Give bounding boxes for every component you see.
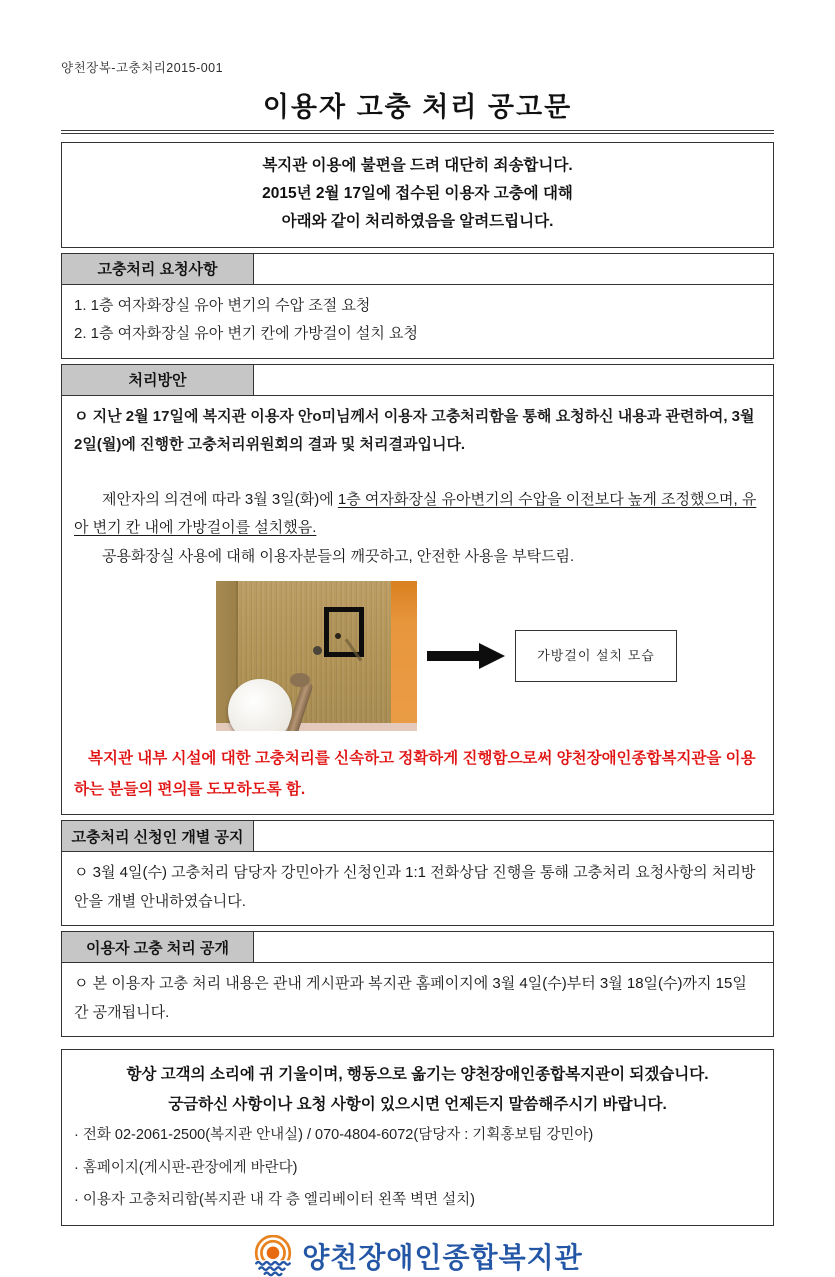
- request-item: 2. 1층 여자화장실 유아 변기 칸에 가방걸이 설치 요청: [74, 325, 418, 343]
- footer-pledge-line: 항상 고객의 소리에 귀 기울이며, 행동으로 옮기는 양천장애인종합복지관이 되겠습니다.: [126, 1066, 709, 1084]
- section-request-header: 고충처리 요청사항: [62, 254, 254, 284]
- title-divider: [61, 130, 774, 134]
- section-header-fill: [254, 932, 773, 962]
- hook-highlight-box: [324, 607, 364, 657]
- section-request-header-row: [62, 254, 773, 285]
- intro-line: 복지관 이용에 불편을 드려 대단히 죄송합니다.: [262, 157, 573, 174]
- page-title: 이용자 고충 처리 공고문: [262, 92, 573, 122]
- request-item: 1. 1층 여자화장실 유아 변기의 수압 조절 요청: [74, 296, 371, 314]
- intro-line: 2015년 2월 17일에 접수된 이용자 고충에 대해: [262, 184, 573, 202]
- toilet-paper-dispenser: [228, 679, 292, 731]
- org-logo-text: 양천장애인종합복지관: [302, 1241, 583, 1273]
- intro-box: [61, 142, 774, 248]
- spacer: [74, 460, 761, 486]
- section-disclosure-header: 이용자 고충 처리 공개: [62, 932, 254, 962]
- plan-action-underlined: 1층 여자화장실 유아변기의 수압을 이전보다 높게 조정했으며, 유아 변기 칸 내에 가방걸이를 설치했음.: [74, 490, 757, 537]
- section-header-fill: [254, 821, 773, 851]
- arrow-shaft: [427, 651, 479, 661]
- disclosure-paragraph: ㅇ 본 이용자 고충 처리 내용은 관내 게시판과 복지관 홈페이지에 3월 4일(수)부터 3월 18일(수)까지 15일간 공개됩니다.: [74, 975, 747, 1021]
- pointer-arrow-icon: [427, 643, 505, 669]
- section-header-fill: [254, 254, 773, 284]
- section-individual-notice: [61, 820, 774, 926]
- section-disclosure-header-row: [62, 932, 773, 963]
- document-reference-number: 양천장복-고충처리2015-001: [61, 61, 224, 75]
- contact-complaint-box: · 이용자 고충처리함(복지관 내 각 층 엘리베이터 왼쪽 벽면 설치): [74, 1192, 475, 1209]
- section-request: [61, 253, 774, 359]
- footer-contact-box: [61, 1049, 774, 1226]
- section-plan-body: [62, 396, 773, 815]
- section-disclosure: [61, 931, 774, 1037]
- section-individual-notice-header-row: [62, 821, 773, 852]
- plan-action-paragraph: [74, 486, 761, 543]
- section-header-fill: [254, 365, 773, 395]
- plan-action-prefix: 제안자의 의견에 따라 3월 3일(화)에: [102, 490, 338, 508]
- section-individual-notice-body: [62, 852, 773, 925]
- section-individual-notice-header: 고충처리 신청인 개별 공지: [62, 821, 254, 851]
- orange-wall: [391, 581, 417, 723]
- plan-lead-paragraph: ㅇ 지난 2월 17일에 복지관 이용자 안o미님께서 이용자 고충처리함을 통해 요청하신 내용과 관련하여, 3월 2일(월)에 진행한 고충처리위원회의 결과 및 처리결과입니다.: [74, 407, 755, 454]
- arrow-head: [479, 643, 505, 669]
- section-plan: [61, 364, 774, 816]
- figure-row: [74, 581, 761, 731]
- org-logo: [61, 1235, 774, 1277]
- section-disclosure-body: [62, 963, 773, 1036]
- contact-homepage: · 홈페이지(게시판-관장에게 바란다): [74, 1159, 298, 1176]
- individual-notice-paragraph: ㅇ 3월 4일(수) 고충처리 담당자 강민아가 신청인과 1:1 전화상담 진행을 통해 고충처리 요청사항의 처리방안을 개별 안내하였습니다.: [74, 864, 756, 910]
- org-logo-emblem-icon: [252, 1235, 294, 1277]
- document-page: [61, 0, 774, 1277]
- intro-line: 아래와 같이 처리하였음을 알려드립니다.: [281, 212, 554, 230]
- footer-invite-line: 궁금하신 사항이나 요청 사항이 있으시면 언제든지 말씀해주시기 바랍니다.: [168, 1095, 667, 1113]
- contact-phone: · 전화 02-2061-2500(복지관 안내실) / 070-4804-6072(담당자 : 기획홍보팀 강민아): [74, 1127, 594, 1144]
- figure-caption-box: 가방걸이 설치 모습: [515, 630, 677, 682]
- section-plan-header-row: [62, 365, 773, 396]
- plan-conclusion-red: 복지관 내부 시설에 대한 고충처리를 신속하고 정확하게 진행함으로써 양천장애인종합복지관을 이용하는 분들의 편의를 도모하도록 함.: [74, 750, 756, 799]
- section-request-body: [62, 285, 773, 358]
- bathroom-door-photo: [216, 581, 417, 731]
- dispenser-center: [313, 646, 322, 655]
- plan-request-paragraph: 공용화장실 사용에 대해 이용자분들의 깨끗하고, 안전한 사용을 부탁드림.: [102, 547, 575, 565]
- section-plan-header: 처리방안: [62, 365, 254, 395]
